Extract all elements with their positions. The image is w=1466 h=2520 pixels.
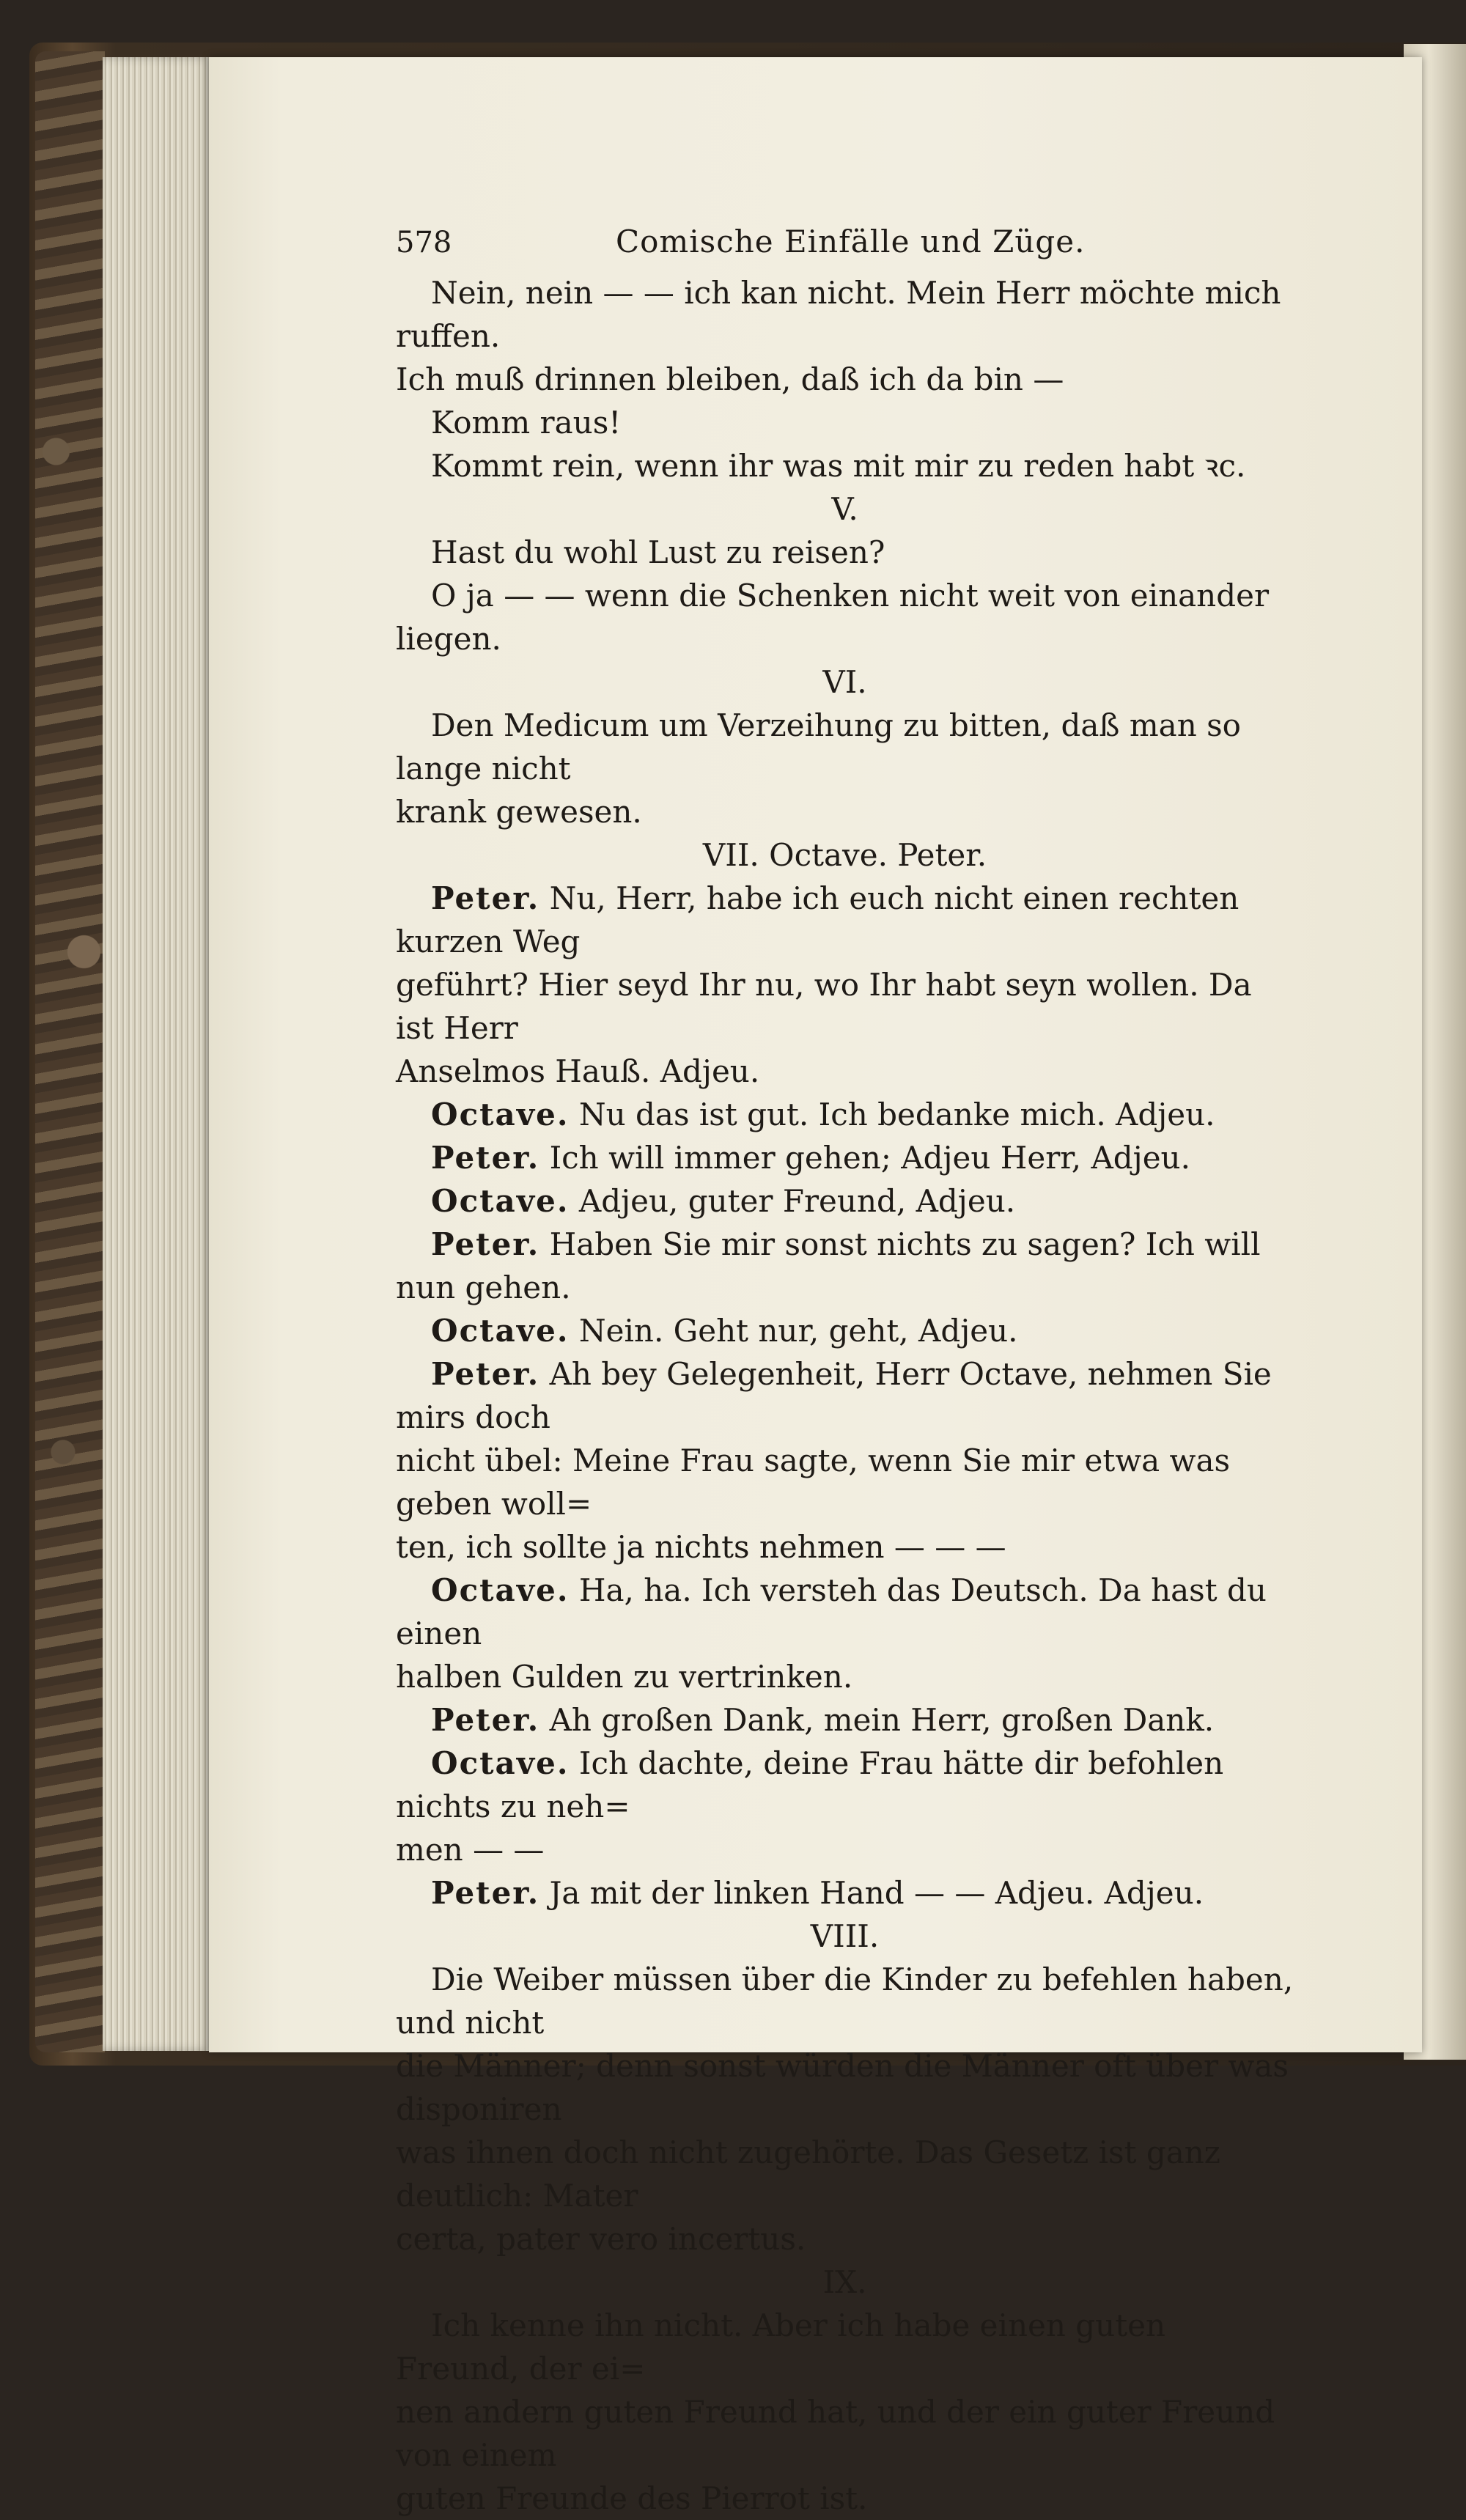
speech-line bbox=[396, 1569, 1294, 1655]
text-line: Kommt rein, wenn ihr was mit mir zu reden habt ꝛc. bbox=[431, 448, 1246, 484]
page-edges bbox=[103, 57, 213, 2051]
speech-text: Haben Sie mir sonst nichts zu sagen? Ich will nun gehen. bbox=[396, 1226, 1261, 1305]
marbled-board bbox=[35, 51, 105, 2052]
section-heading: VI. bbox=[822, 664, 867, 700]
text-line: ten, ich sollte ja nichts nehmen — — — bbox=[396, 1529, 1006, 1565]
page-number: 578 bbox=[396, 226, 452, 259]
speaker-name: Octave. bbox=[431, 1097, 570, 1132]
text-line: Nein, nein — — ich kan nicht. Mein Herr möchte mich ruffen. bbox=[396, 275, 1281, 354]
speaker-name: Peter. bbox=[431, 1356, 540, 1392]
speech-text: Nu, Herr, habe ich euch nicht einen rechten kurzen Weg bbox=[396, 880, 1240, 959]
speech-line bbox=[396, 877, 1294, 963]
speech-line bbox=[396, 1871, 1294, 1915]
text-line: Anselmos Hauß. Adjeu. bbox=[396, 1053, 760, 1089]
speech-text: Ich dachte, deine Frau hätte dir befohlen nichts zu neh= bbox=[396, 1745, 1224, 1824]
speaker-name: Peter. bbox=[431, 1226, 540, 1262]
text-line: certa, pater vero incertus. bbox=[396, 2221, 806, 2257]
section-heading: VII. Octave. Peter. bbox=[702, 837, 987, 873]
speaker-name: Peter. bbox=[431, 1140, 540, 1176]
text-line: was ihnen doch nicht zugehörte. Das Gesetz ist ganz deutlich: Mater bbox=[396, 2134, 1220, 2214]
text-line: Komm raus! bbox=[431, 405, 622, 441]
text-line: halben Gulden zu vertrinken. bbox=[396, 1659, 853, 1695]
text-line: Hast du wohl Lust zu reisen? bbox=[431, 534, 885, 570]
text-body bbox=[396, 271, 1294, 2520]
speech-text: Ah großen Dank, mein Herr, großen Dank. bbox=[549, 1702, 1215, 1738]
running-title: Comische Einfälle und Züge. bbox=[616, 224, 1086, 259]
speech-text: Ja mit der linken Hand — — Adjeu. Adjeu. bbox=[549, 1875, 1204, 1911]
speech-line bbox=[396, 1352, 1294, 1439]
text-line: nicht übel: Meine Frau sagte, wenn Sie mir etwa was geben woll= bbox=[396, 1443, 1231, 1522]
speech-line bbox=[396, 1742, 1294, 1828]
text-line: Ich kenne ihn nicht. Aber ich habe einen guten Freund, der ei= bbox=[396, 2307, 1165, 2387]
text-line: men — — bbox=[396, 1832, 545, 1868]
speaker-name: Peter. bbox=[431, 880, 540, 916]
section-heading: IX. bbox=[822, 2264, 867, 2300]
speaker-name: Octave. bbox=[431, 1745, 570, 1781]
speaker-name: Peter. bbox=[431, 1875, 540, 1911]
speech-line bbox=[396, 1136, 1294, 1179]
text-line: geführt? Hier seyd Ihr nu, wo Ihr habt seyn wollen. Da ist Herr bbox=[396, 967, 1252, 1046]
text-line: Die Weiber müssen über die Kinder zu befehlen haben, und nicht bbox=[396, 1961, 1294, 2041]
speech-text: Nu das ist gut. Ich bedanke mich. Adjeu. bbox=[578, 1097, 1215, 1132]
speech-line bbox=[396, 1093, 1294, 1136]
speaker-name: Octave. bbox=[431, 1572, 570, 1608]
text-line: nen andern guten Freund hat, und der ein guter Freund von einem bbox=[396, 2394, 1275, 2473]
speech-line bbox=[396, 1223, 1294, 1309]
section-heading: V. bbox=[831, 491, 858, 527]
page-header bbox=[396, 220, 1294, 271]
speech-line bbox=[396, 1309, 1294, 1352]
speech-line bbox=[396, 1179, 1294, 1223]
text-line: die Männer; denn sonst würden die Männer oft über was disponiren bbox=[396, 2048, 1289, 2127]
speaker-name: Octave. bbox=[431, 1313, 570, 1349]
speech-text: Nein. Geht nur, geht, Adjeu. bbox=[578, 1313, 1018, 1349]
speaker-name: Peter. bbox=[431, 1702, 540, 1738]
section-heading: VIII. bbox=[810, 1918, 880, 1954]
speech-text: Ich will immer gehen; Adjeu Herr, Adjeu. bbox=[549, 1140, 1190, 1176]
page-content bbox=[396, 220, 1294, 2520]
text-line: Den Medicum um Verzeihung zu bitten, daß man so lange nicht bbox=[396, 707, 1241, 786]
text-line: O ja — — wenn die Schenken nicht weit von einander liegen. bbox=[396, 578, 1270, 657]
speech-text: Ha, ha. Ich versteh das Deutsch. Da hast du einen bbox=[396, 1572, 1267, 1651]
text-line: Ich muß drinnen bleiben, daß ich da bin — bbox=[396, 361, 1064, 397]
speaker-name: Octave. bbox=[431, 1183, 570, 1219]
speech-text: Adjeu, guter Freund, Adjeu. bbox=[578, 1183, 1016, 1219]
speech-line bbox=[396, 1698, 1294, 1742]
text-line: guten Freunde des Pierrot ist. bbox=[396, 2480, 868, 2516]
speech-text: Ah bey Gelegenheit, Herr Octave, nehmen Sie mirs doch bbox=[396, 1356, 1272, 1435]
text-line: krank gewesen. bbox=[396, 794, 642, 830]
